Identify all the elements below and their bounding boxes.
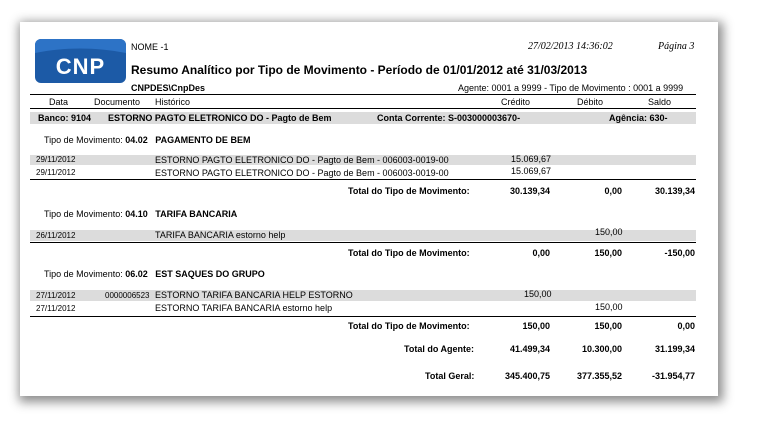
- total-debito: 0,00: [604, 186, 622, 196]
- total-credito: 150,00: [522, 321, 550, 331]
- agencia: Agência: 630-: [609, 113, 668, 123]
- row-debito: 150,00: [595, 227, 623, 237]
- group-label: Tipo de Movimento: 06.02 EST SAQUES DO GRUPO: [44, 269, 265, 279]
- total-credito: 0,00: [532, 248, 550, 258]
- header-rule-bottom: [30, 108, 696, 109]
- total-geral-debito: 377.355,52: [576, 371, 622, 381]
- report-name: NOME -1: [131, 42, 169, 52]
- row-date: 27/11/2012: [36, 291, 76, 300]
- total-saldo: 30.139,34: [654, 186, 695, 196]
- col-debito: Débito: [577, 97, 604, 107]
- row-credito: 150,00: [524, 289, 552, 299]
- total-geral-saldo: -31.954,77: [651, 371, 695, 381]
- col-credito: Crédito: [501, 97, 531, 107]
- total-rule: [30, 316, 696, 317]
- database-name: CNPDES\CnpDes: [131, 83, 206, 93]
- report-page: [20, 22, 718, 396]
- col-documento: Documento: [94, 97, 141, 107]
- total-saldo: -150,00: [664, 248, 695, 258]
- row-credito: 15.069,67: [511, 154, 552, 164]
- total-credito: 30.139,34: [509, 186, 550, 196]
- conta-corrente: Conta Corrente: S-003000003670-: [377, 113, 521, 123]
- row-historico: ESTORNO TARIFA BANCARIA HELP ESTORNO: [155, 290, 353, 300]
- total-geral-label: Total Geral:: [425, 371, 475, 381]
- filter-range: Agente: 0001 a 9999 - Tipo de Movimento : 0001 a 9999: [458, 83, 684, 93]
- report-datetime: 27/02/2013 14:36:02: [528, 41, 613, 52]
- total-debito: 150,00: [594, 248, 622, 258]
- total-agente-saldo: 31.199,34: [654, 344, 695, 354]
- row-debito: 150,00: [595, 302, 623, 312]
- row-historico: TARIFA BANCARIA estorno help: [155, 230, 286, 240]
- row-documento: 0000006523: [105, 291, 150, 300]
- row-date: 26/11/2012: [36, 231, 76, 240]
- total-label: Total do Tipo de Movimento:: [348, 321, 470, 331]
- col-data: Data: [49, 97, 69, 107]
- total-label: Total do Tipo de Movimento:: [348, 186, 470, 196]
- row-credito: 15.069,67: [511, 166, 552, 176]
- bank-name: ESTORNO PAGTO ELETRONICO DO - Pagto de Bem: [108, 113, 332, 123]
- total-agente-debito: 10.300,00: [581, 344, 622, 354]
- logo-text: CNP: [55, 54, 106, 79]
- total-rule: [30, 179, 696, 180]
- bank-label: Banco: 9104: [38, 113, 92, 123]
- total-debito: 150,00: [594, 321, 622, 331]
- total-saldo: 0,00: [677, 321, 695, 331]
- total-geral-credito: 345.400,75: [504, 371, 550, 381]
- page-number: Página 3: [658, 41, 695, 52]
- row-date: 29/11/2012: [36, 155, 76, 164]
- row-historico: ESTORNO PAGTO ELETRONICO DO - Pagto de Bem - 006003-0019-00: [155, 168, 449, 178]
- row-date: 29/11/2012: [36, 168, 76, 177]
- total-agente-credito: 41.499,34: [509, 344, 550, 354]
- total-label: Total do Tipo de Movimento:: [348, 248, 470, 258]
- group-label: Tipo de Movimento: 04.02 PAGAMENTO DE BEM: [44, 135, 251, 145]
- header-rule-top: [30, 94, 696, 95]
- group-label: Tipo de Movimento: 04.10 TARIFA BANCARIA: [44, 209, 238, 219]
- col-saldo: Saldo: [648, 97, 672, 107]
- total-rule: [30, 242, 696, 243]
- col-historico: Histórico: [155, 97, 191, 107]
- total-agente-label: Total do Agente:: [404, 344, 474, 354]
- report-title: Resumo Analítico por Tipo de Movimento - Período de 01/01/2012 até 31/03/2013: [131, 63, 588, 77]
- row-historico: ESTORNO TARIFA BANCARIA estorno help: [155, 303, 333, 313]
- row-date: 27/11/2012: [36, 304, 76, 313]
- row-historico: ESTORNO PAGTO ELETRONICO DO - Pagto de Bem - 006003-0019-00: [155, 155, 449, 165]
- cnp-logo: [35, 39, 126, 83]
